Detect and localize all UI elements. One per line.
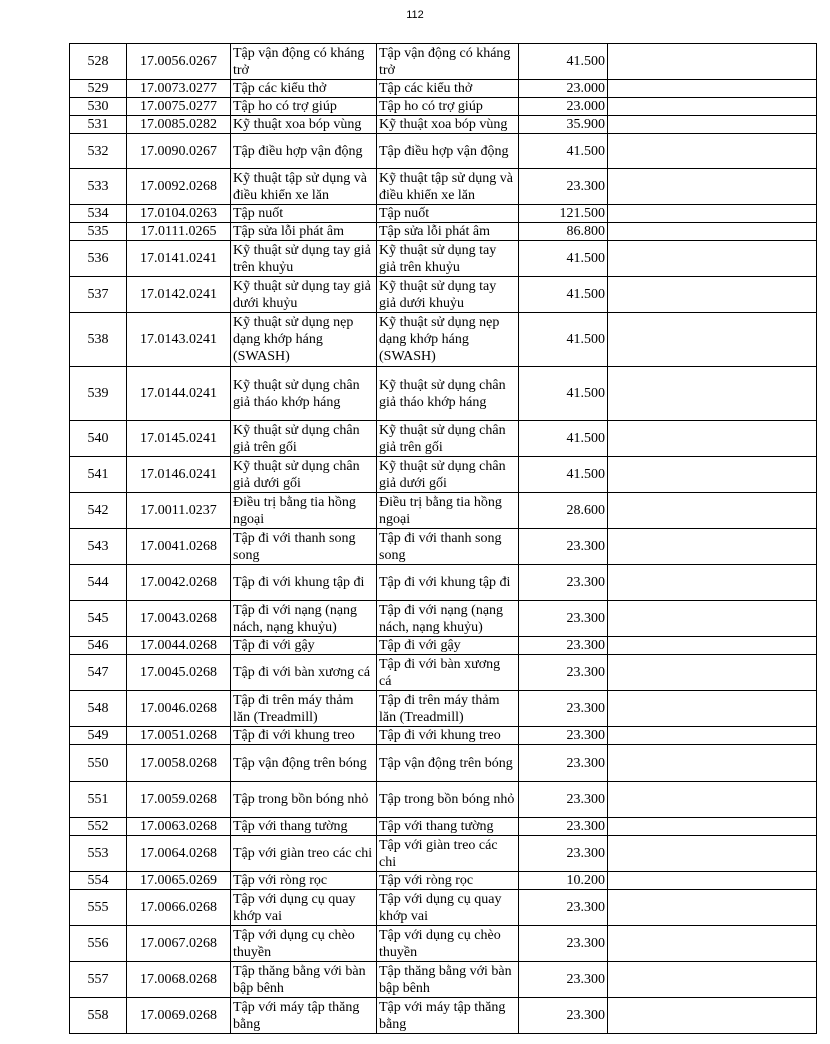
cell-service-name: Tập đi với thanh song song (231, 529, 377, 565)
cell-price: 23.000 (519, 80, 608, 98)
cell-price: 121.500 (519, 205, 608, 223)
cell-price: 23.300 (519, 601, 608, 637)
cell-price: 23.300 (519, 998, 608, 1034)
cell-code: 17.0144.0241 (127, 367, 231, 421)
cell-code: 17.0041.0268 (127, 529, 231, 565)
cell-note (608, 890, 817, 926)
cell-stt: 535 (70, 223, 127, 241)
table-row (70, 134, 817, 169)
cell-service-name: Tập điều hợp vận động (231, 134, 377, 169)
cell-stt: 556 (70, 926, 127, 962)
cell-note (608, 998, 817, 1034)
cell-service-name: Tập đi với bàn xương cá (231, 655, 377, 691)
cell-note (608, 836, 817, 872)
cell-stt: 547 (70, 655, 127, 691)
cell-service-name-approved: Tập với thang tường (377, 818, 519, 836)
table-row (70, 691, 817, 727)
cell-service-name-approved: Tập với dụng cụ chèo thuyền (377, 926, 519, 962)
cell-service-name: Tập thăng bằng với bàn bập bênh (231, 962, 377, 998)
table-row (70, 601, 817, 637)
cell-service-name-approved: Tập với máy tập thăng bằng (377, 998, 519, 1034)
cell-code: 17.0066.0268 (127, 890, 231, 926)
cell-service-name: Tập vận động có kháng trở (231, 44, 377, 80)
cell-price: 23.300 (519, 169, 608, 205)
cell-stt: 554 (70, 872, 127, 890)
cell-code: 17.0067.0268 (127, 926, 231, 962)
cell-stt: 543 (70, 529, 127, 565)
table-row (70, 890, 817, 926)
cell-code: 17.0146.0241 (127, 457, 231, 493)
cell-stt: 532 (70, 134, 127, 169)
cell-code: 17.0143.0241 (127, 313, 231, 367)
table-row (70, 962, 817, 998)
cell-code: 17.0085.0282 (127, 116, 231, 134)
cell-note (608, 457, 817, 493)
table-row (70, 421, 817, 457)
cell-service-name: Tập với giàn treo các chi (231, 836, 377, 872)
cell-service-name-approved: Tập nuốt (377, 205, 519, 223)
cell-stt: 551 (70, 782, 127, 818)
table-row (70, 313, 817, 367)
cell-price: 23.300 (519, 637, 608, 655)
cell-stt: 528 (70, 44, 127, 80)
cell-price: 23.300 (519, 745, 608, 782)
cell-stt: 541 (70, 457, 127, 493)
cell-code: 17.0059.0268 (127, 782, 231, 818)
cell-service-name: Kỹ thuật sử dụng chân giả dưới gối (231, 457, 377, 493)
cell-service-name: Kỹ thuật sử dụng chân giả tháo khớp háng (231, 367, 377, 421)
cell-service-name: Tập các kiểu thở (231, 80, 377, 98)
cell-price: 23.000 (519, 98, 608, 116)
cell-code: 17.0044.0268 (127, 637, 231, 655)
cell-service-name: Kỹ thuật sử dụng tay giả dưới khuỷu (231, 277, 377, 313)
cell-note (608, 421, 817, 457)
cell-stt: 539 (70, 367, 127, 421)
cell-service-name-approved: Tập thăng bằng với bàn bập bênh (377, 962, 519, 998)
table-row (70, 655, 817, 691)
cell-service-name-approved: Tập vận động có kháng trở (377, 44, 519, 80)
cell-service-name-approved: Tập trong bồn bóng nhỏ (377, 782, 519, 818)
table-row (70, 223, 817, 241)
cell-stt: 555 (70, 890, 127, 926)
cell-code: 17.0069.0268 (127, 998, 231, 1034)
cell-note (608, 134, 817, 169)
cell-price: 28.600 (519, 493, 608, 529)
table-row (70, 44, 817, 80)
cell-service-name-approved: Tập các kiểu thở (377, 80, 519, 98)
table-row (70, 637, 817, 655)
cell-note (608, 637, 817, 655)
cell-code: 17.0090.0267 (127, 134, 231, 169)
cell-service-name-approved: Kỹ thuật sử dụng tay giả dưới khuỷu (377, 277, 519, 313)
cell-price: 41.500 (519, 367, 608, 421)
cell-service-name-approved: Kỹ thuật xoa bóp vùng (377, 116, 519, 134)
cell-service-name-approved: Tập ho có trợ giúp (377, 98, 519, 116)
cell-code: 17.0042.0268 (127, 565, 231, 601)
cell-price: 23.300 (519, 529, 608, 565)
cell-code: 17.0051.0268 (127, 727, 231, 745)
table-row (70, 872, 817, 890)
cell-code: 17.0141.0241 (127, 241, 231, 277)
cell-code: 17.0068.0268 (127, 962, 231, 998)
cell-code: 17.0046.0268 (127, 691, 231, 727)
cell-note (608, 601, 817, 637)
table-row (70, 277, 817, 313)
cell-service-name: Tập ho có trợ giúp (231, 98, 377, 116)
cell-service-name: Điều trị bằng tia hồng ngoại (231, 493, 377, 529)
cell-note (608, 529, 817, 565)
table-row (70, 998, 817, 1034)
cell-price: 41.500 (519, 421, 608, 457)
cell-service-name-approved: Tập đi với khung tập đi (377, 565, 519, 601)
cell-code: 17.0063.0268 (127, 818, 231, 836)
cell-note (608, 691, 817, 727)
cell-stt: 548 (70, 691, 127, 727)
cell-service-name-approved: Kỹ thuật sử dụng chân giả tháo khớp háng (377, 367, 519, 421)
cell-code: 17.0011.0237 (127, 493, 231, 529)
cell-stt: 537 (70, 277, 127, 313)
cell-code: 17.0045.0268 (127, 655, 231, 691)
cell-service-name-approved: Kỹ thuật tập sử dụng và điều khiển xe lăn (377, 169, 519, 205)
cell-code: 17.0043.0268 (127, 601, 231, 637)
cell-service-name: Kỹ thuật sử dụng nẹp dạng khớp háng (SWASH) (231, 313, 377, 367)
cell-price: 23.300 (519, 836, 608, 872)
cell-price: 23.300 (519, 818, 608, 836)
cell-code: 17.0092.0268 (127, 169, 231, 205)
cell-stt: 558 (70, 998, 127, 1034)
cell-price: 41.500 (519, 457, 608, 493)
cell-service-name-approved: Tập đi với bàn xương cá (377, 655, 519, 691)
table-row (70, 367, 817, 421)
cell-price: 41.500 (519, 313, 608, 367)
table-row (70, 116, 817, 134)
cell-service-name-approved: Tập điều hợp vận động (377, 134, 519, 169)
cell-service-name-approved: Kỹ thuật sử dụng chân giả dưới gối (377, 457, 519, 493)
cell-service-name: Tập vận động trên bóng (231, 745, 377, 782)
cell-note (608, 493, 817, 529)
cell-price: 23.300 (519, 782, 608, 818)
cell-service-name: Tập đi với khung treo (231, 727, 377, 745)
cell-price: 23.300 (519, 691, 608, 727)
cell-code: 17.0075.0277 (127, 98, 231, 116)
cell-stt: 534 (70, 205, 127, 223)
cell-service-name: Tập với dụng cụ quay khớp vai (231, 890, 377, 926)
cell-note (608, 962, 817, 998)
cell-note (608, 98, 817, 116)
cell-service-name-approved: Điều trị bằng tia hồng ngoại (377, 493, 519, 529)
cell-price: 10.200 (519, 872, 608, 890)
table-row (70, 818, 817, 836)
cell-stt: 531 (70, 116, 127, 134)
cell-stt: 553 (70, 836, 127, 872)
cell-note (608, 818, 817, 836)
cell-service-name-approved: Tập đi với thanh song song (377, 529, 519, 565)
cell-stt: 545 (70, 601, 127, 637)
cell-price: 35.900 (519, 116, 608, 134)
cell-code: 17.0145.0241 (127, 421, 231, 457)
cell-service-name-approved: Tập đi với khung treo (377, 727, 519, 745)
cell-service-name-approved: Tập với ròng rọc (377, 872, 519, 890)
cell-note (608, 926, 817, 962)
cell-service-name: Tập đi với nạng (nạng nách, nạng khuỷu) (231, 601, 377, 637)
table-row (70, 205, 817, 223)
table-row (70, 836, 817, 872)
cell-note (608, 44, 817, 80)
cell-service-name: Tập nuốt (231, 205, 377, 223)
table-row (70, 782, 817, 818)
cell-note (608, 727, 817, 745)
cell-note (608, 745, 817, 782)
cell-note (608, 367, 817, 421)
cell-code: 17.0065.0269 (127, 872, 231, 890)
cell-code: 17.0073.0277 (127, 80, 231, 98)
cell-service-name: Kỹ thuật sử dụng chân giả trên gối (231, 421, 377, 457)
cell-stt: 533 (70, 169, 127, 205)
cell-note (608, 169, 817, 205)
table-row (70, 745, 817, 782)
cell-stt: 552 (70, 818, 127, 836)
cell-note (608, 241, 817, 277)
cell-stt: 544 (70, 565, 127, 601)
cell-price: 41.500 (519, 241, 608, 277)
cell-service-name-approved: Tập đi với nạng (nạng nách, nạng khuỷu) (377, 601, 519, 637)
cell-price: 23.300 (519, 890, 608, 926)
cell-note (608, 655, 817, 691)
table-row (70, 169, 817, 205)
cell-code: 17.0056.0267 (127, 44, 231, 80)
cell-note (608, 565, 817, 601)
table-row (70, 241, 817, 277)
cell-service-name-approved: Tập sửa lỗi phát âm (377, 223, 519, 241)
table-row (70, 529, 817, 565)
table-row (70, 80, 817, 98)
cell-service-name: Tập sửa lỗi phát âm (231, 223, 377, 241)
table-row (70, 457, 817, 493)
cell-service-name-approved: Kỹ thuật sử dụng tay giả trên khuỷu (377, 241, 519, 277)
cell-note (608, 80, 817, 98)
cell-service-name-approved: Kỹ thuật sử dụng nẹp dạng khớp háng (SWASH) (377, 313, 519, 367)
cell-price: 23.300 (519, 655, 608, 691)
cell-price: 86.800 (519, 223, 608, 241)
cell-stt: 530 (70, 98, 127, 116)
cell-price: 41.500 (519, 44, 608, 80)
table-row (70, 98, 817, 116)
cell-stt: 529 (70, 80, 127, 98)
cell-service-name: Tập với thang tường (231, 818, 377, 836)
table-body (70, 44, 817, 1034)
cell-price: 41.500 (519, 134, 608, 169)
cell-note (608, 872, 817, 890)
cell-service-name-approved: Tập với giàn treo các chi (377, 836, 519, 872)
cell-stt: 542 (70, 493, 127, 529)
cell-stt: 536 (70, 241, 127, 277)
cell-service-name: Tập trong bồn bóng nhỏ (231, 782, 377, 818)
cell-service-name: Tập với dụng cụ chèo thuyền (231, 926, 377, 962)
cell-stt: 550 (70, 745, 127, 782)
cell-stt: 540 (70, 421, 127, 457)
cell-stt: 538 (70, 313, 127, 367)
cell-service-name: Tập với máy tập thăng bằng (231, 998, 377, 1034)
price-table (69, 43, 817, 1034)
table-row (70, 727, 817, 745)
cell-code: 17.0064.0268 (127, 836, 231, 872)
cell-note (608, 313, 817, 367)
cell-price: 41.500 (519, 277, 608, 313)
cell-service-name: Kỹ thuật tập sử dụng và điều khiển xe lăn (231, 169, 377, 205)
table-row (70, 565, 817, 601)
cell-service-name-approved: Tập đi trên máy thảm lăn (Treadmill) (377, 691, 519, 727)
cell-code: 17.0142.0241 (127, 277, 231, 313)
page-number: 112 (406, 9, 424, 21)
cell-note (608, 782, 817, 818)
cell-stt: 546 (70, 637, 127, 655)
cell-code: 17.0058.0268 (127, 745, 231, 782)
cell-note (608, 205, 817, 223)
cell-code: 17.0111.0265 (127, 223, 231, 241)
cell-service-name: Tập đi trên máy thảm lăn (Treadmill) (231, 691, 377, 727)
table-row (70, 493, 817, 529)
cell-service-name: Kỹ thuật xoa bóp vùng (231, 116, 377, 134)
cell-service-name: Tập đi với khung tập đi (231, 565, 377, 601)
cell-service-name-approved: Tập vận động trên bóng (377, 745, 519, 782)
cell-code: 17.0104.0263 (127, 205, 231, 223)
cell-price: 23.300 (519, 565, 608, 601)
table-row (70, 926, 817, 962)
cell-price: 23.300 (519, 926, 608, 962)
cell-service-name: Tập với ròng rọc (231, 872, 377, 890)
cell-stt: 549 (70, 727, 127, 745)
cell-service-name-approved: Tập với dụng cụ quay khớp vai (377, 890, 519, 926)
cell-note (608, 277, 817, 313)
cell-service-name: Tập đi với gậy (231, 637, 377, 655)
cell-price: 23.300 (519, 962, 608, 998)
cell-stt: 557 (70, 962, 127, 998)
cell-service-name-approved: Kỹ thuật sử dụng chân giả trên gối (377, 421, 519, 457)
cell-price: 23.300 (519, 727, 608, 745)
cell-service-name-approved: Tập đi với gậy (377, 637, 519, 655)
cell-service-name: Kỹ thuật sử dụng tay giả trên khuỷu (231, 241, 377, 277)
cell-note (608, 116, 817, 134)
cell-note (608, 223, 817, 241)
